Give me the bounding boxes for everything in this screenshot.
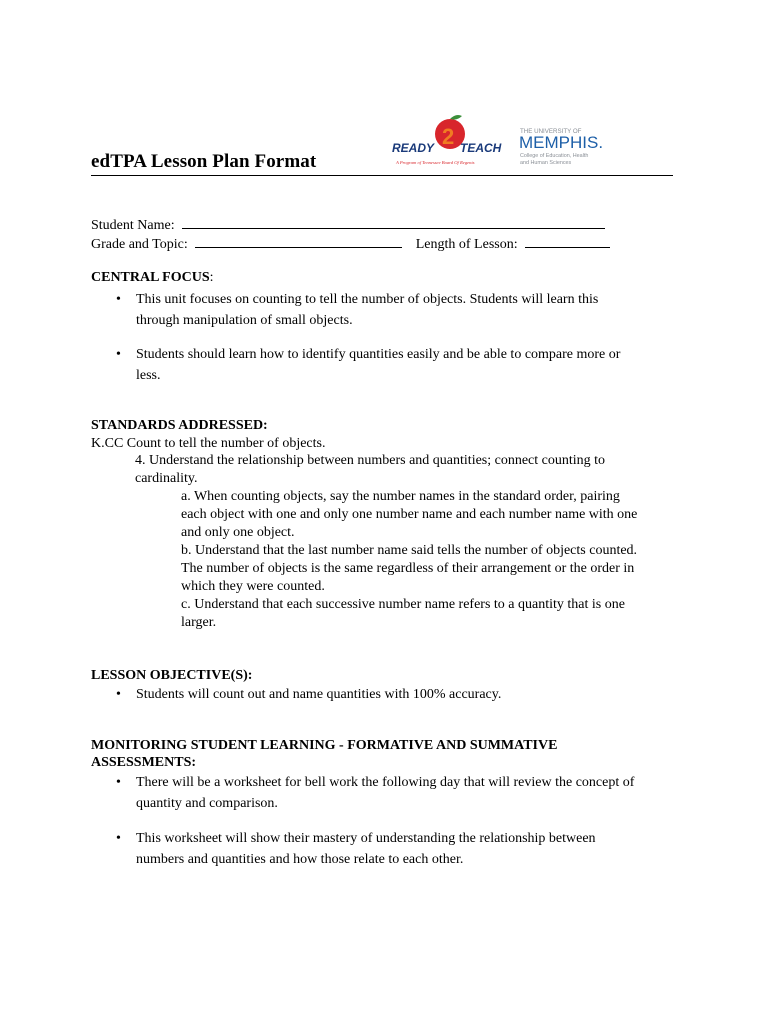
ready2teach-right: TEACH [460, 141, 502, 155]
ready2teach-left: READY [392, 141, 435, 155]
memphis-college-line2: and Human Sciences [520, 160, 572, 166]
list-item: • Students will count out and name quantities with 100% accuracy. [91, 684, 681, 705]
bullet-icon: • [116, 292, 121, 307]
grade-topic-field[interactable] [195, 235, 402, 248]
list-item: • This worksheet will show their mastery of understanding the relationship between numbers and quantities and how those relate to each other. [91, 828, 681, 870]
list-item: • Students should learn how to identify quantities easily and be able to compare more or less. [91, 344, 681, 386]
apple-leaf [450, 115, 462, 120]
standard-kcc: K.CC Count to tell the number of objects. [91, 436, 326, 451]
central-focus-heading: CENTRAL FOCUS: [91, 270, 214, 285]
student-name-field[interactable] [182, 216, 605, 229]
memphis-small-text: THE UNIVERSITY OF [520, 128, 582, 135]
ready2teach-number: 2 [442, 124, 455, 149]
ready2teach-tagline: A Program of Tennessee Board Of Regents [396, 160, 475, 165]
bullet-icon: • [116, 347, 121, 362]
objectives-heading: LESSON OBJECTIVE(S): [91, 668, 253, 683]
bullet-icon: • [116, 775, 121, 790]
student-name-row [91, 216, 605, 234]
grade-topic-row [91, 235, 610, 253]
standard-item-4: 4. Understand the relationship between numbers and quantities; connect counting to cardinality. [135, 453, 606, 486]
university-of-memphis-logo [519, 126, 615, 170]
list-item: • This unit focuses on counting to tell the number of objects. Students will learn this through manipulation of small objects. [91, 289, 681, 331]
bullet-icon: • [116, 831, 121, 846]
title-divider [91, 175, 673, 176]
student-name-label: Student Name: [91, 218, 175, 233]
memphis-college-line1: College of Education, Health [520, 153, 589, 159]
standard-subitems: a. When counting objects, say the number names in the standard order, pairing each object with one and only one number name and each number name with one and only one object. b. Understand that the last number name said tells the number of objects counted. The number of objects is the same regardless of their arrangement or the order in which they were counted. c. Understand that each successive number name refers to a quantity that is one larger. [181, 489, 638, 630]
length-field[interactable] [525, 235, 610, 248]
monitoring-heading: MONITORING STUDENT LEARNING - FORMATIVE AND SUMMATIVE ASSESSMENTS: [91, 738, 558, 770]
grade-topic-label: Grade and Topic: [91, 237, 188, 252]
memphis-wordmark: MEMPHIS. [519, 133, 604, 152]
length-label: Length of Lesson: [415, 237, 518, 252]
list-item: • There will be a worksheet for bell work the following day that will review the concept of quantity and comparison. [91, 772, 681, 814]
document-title: edTPA Lesson Plan Format [91, 151, 317, 172]
bullet-icon: • [116, 687, 121, 702]
ready2teach-logo [392, 114, 510, 172]
standards-heading: STANDARDS ADDRESSED: [91, 418, 268, 433]
